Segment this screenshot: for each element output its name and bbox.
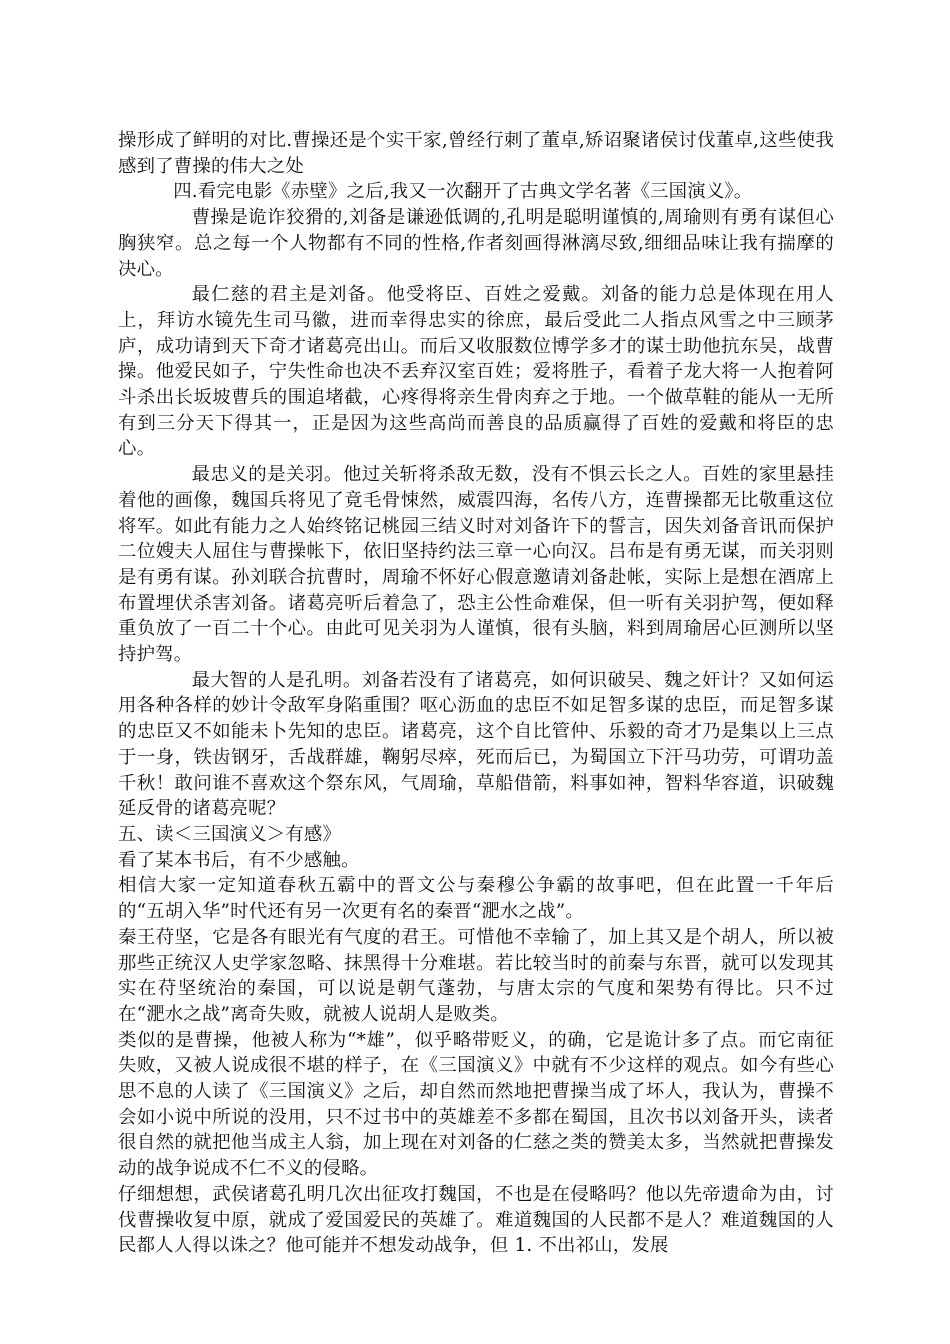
paragraph-caocao-contrast: 操形成了鲜明的对比.曹操还是个实干家,曾经行刺了董卓,矫诏聚诸侯讨伐董卓,这些使我感到了曹操的伟大之处: [118, 130, 834, 177]
paragraph-wuhou-campaigns: 仔细想想，武侯诸葛孔明几次出征攻打魏国，不也是在侵略吗？他以先帝遗命为由，讨伐曹操收复中原，就成了爱国爱民的英雄了。难道魏国的人民都不是人？难道魏国的人民都人人得以诛之？他可能并不想发动战争，但 1. 不出祁山，发展: [118, 1183, 834, 1257]
paragraph-zhuge-liang: 最大智的人是孔明。刘备若没有了诸葛亮，如何识破吴、魏之奸计？又如何运用各种各样的妙计令敌军身陷重围？呕心沥血的忠臣不如足智多谋的忠臣，而足智多谋的忠臣又不如能未卜先知的忠臣。诸葛亮，这个自比管仲、乐毅的奇才乃是集以上三点于一身，铁齿钢牙，舌战群雄，鞠躬尽瘁，死而后已，为蜀国立下汗马功劳，可谓功盖千秋！敢问谁不喜欢这个祭东风，气周瑜，草船借箭，料事如神，智料华容道，识破魏延反骨的诸葛亮呢？: [118, 669, 834, 820]
paragraph-liu-bei: 最仁慈的君主是刘备。他受将臣、百姓之爱戴。刘备的能力总是体现在用人上，拜访水镜先生司马徽，进而幸得忠实的徐庶，最后受此二人指点风雪之中三顾茅庐，成功请到天下奇才诸葛亮出山。而后又收服数位博学多才的谋士助他抗东吴，战曹操。他爱民如子，宁失性命也决不丢弃汉室百姓；爱将胜子，看着子龙大将一人抱着阿斗杀出长坂坡曹兵的围追堵截，心疼得将亲生骨肉弃之于地。一个做草鞋的能从一无所有到三分天下得其一，正是因为这些高尚而善良的品质赢得了百姓的爱戴和将臣的忠心。: [118, 284, 834, 460]
section-four-heading: 四.看完电影《赤壁》之后,我又一次翻开了古典文学名著《三国演义》。: [173, 181, 753, 203]
document-body: [118, 128, 834, 1259]
paragraph-caocao-reputation: 类似的是曹操，他被人称为“*雄”，似乎略带贬义，的确，它是诡计多了点。而它南征失败，又被人说成很不堪的样子，在《三国演义》中就有不少这样的观点。如今有些心思不息的人读了《三国演义》之后，却自然而然地把曹操当成了坏人，我认为，曹操不会如小说中所说的没用，只不过书中的英雄差不多都在蜀国，且次书以刘备开头，读者很自然的就把他当成主人翁，加上现在对刘备的仁慈之类的赞美太多，当然就把曹操发动的战争说成不仁不义的侵略。: [118, 1029, 834, 1180]
paragraph-character-overview: 曹操是诡诈狡猾的,刘备是谦逊低调的,孔明是聪明谨慎的,周瑜则有勇有谋但心胸狭窄。总之每一个人物都有不同的性格,作者刻画得淋漓尽致,细细品味让我有揣摩的决心。: [118, 207, 834, 280]
paragraph-fu-jian: 秦王苻坚，它是各有眼光有气度的君王。可惜他不幸输了，加上其又是个胡人，所以被那些正统汉人史学家忽略、抹黑得十分难堪。若比较当时的前秦与东晋，就可以发现其实在苻坚统治的秦国，可以说是朝气蓬勃，与唐太宗的气度和架势有得比。只不过在“淝水之战”离奇失败，就被人说胡人是败类。: [118, 926, 834, 1025]
paragraph-feishui-battle: 相信大家一定知道春秋五霸中的晋文公与秦穆公争霸的故事吧，但在此置一千年后的“五胡入华”时代还有另一次更有名的秦晋“淝水之战”。: [118, 875, 834, 923]
paragraph-intro-feeling: 看了某本书后，有不少感触。: [118, 849, 360, 871]
section-five-heading: 五、读＜三国演义＞有感》: [118, 823, 342, 845]
paragraph-guan-yu: 最忠义的是关羽。他过关斩将杀敌无数，没有不惧云长之人。百姓的家里悬挂着他的画像，魏国兵将见了竟毛骨悚然，威震四海，名传八方，连曹操都无比敬重这位将军。如此有能力之人始终铭记桃园三结义时对刘备许下的誓言，因失刘备音讯而保护二位嫂夫人屈住与曹操帐下，依旧坚持约法三章一心向汉。吕布是有勇无谋，而关羽则是有勇有谋。孙刘联合抗曹时，周瑜不怀好心假意邀请刘备赴帐，实际上是想在酒席上布置埋伏杀害刘备。诸葛亮听后着急了，恐主公性命难保，但一听有关羽护驾，便如释重负放了一百二十个心。由此可见关羽为人谨慎，很有头脑，料到周瑜居心叵测所以坚持护驾。: [118, 464, 834, 666]
